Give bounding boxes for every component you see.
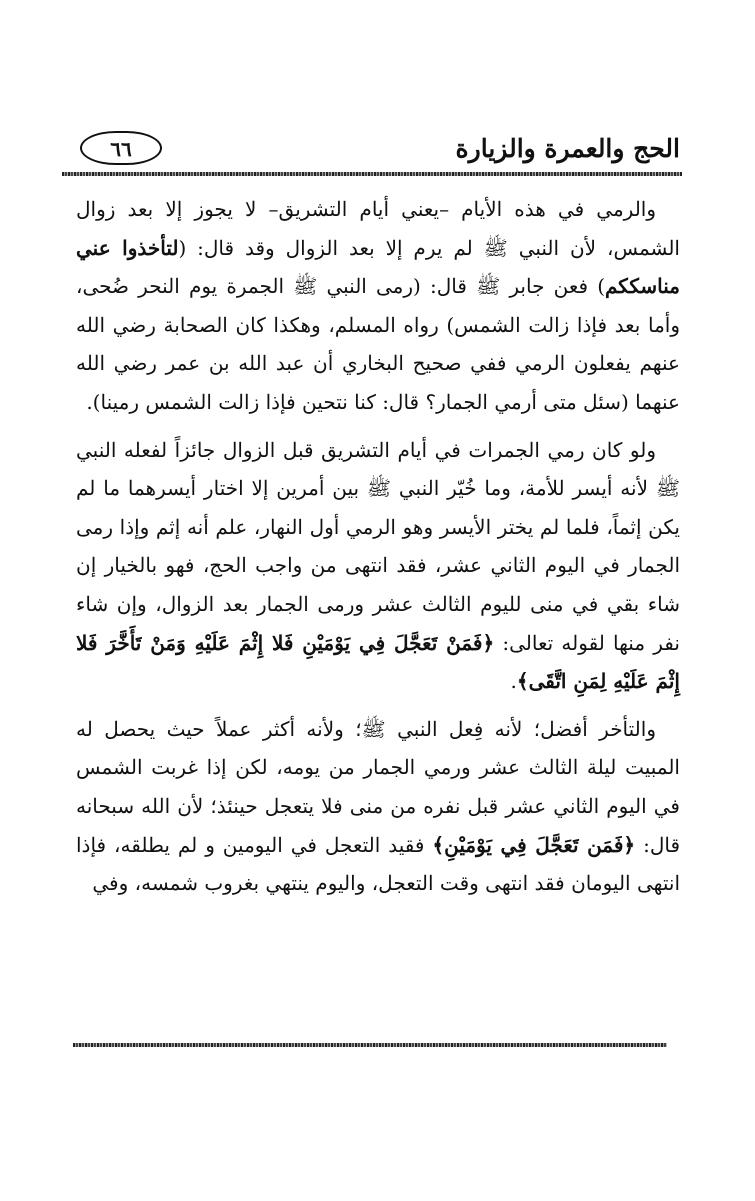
page-number-frame <box>80 131 162 165</box>
paragraph-3-text-b: فقيد التعجل في اليومين و لم يطلقه، فإذا انتهى اليومان فقد انتهى وقت التعجل، واليوم ينتهي بغروب شمسه، وفي <box>76 832 680 896</box>
paragraph-3-text-a: والتأخر أفضل؛ لأنه فِعل النبي ﷺ؛ ولأنه أكثر عملاً حيث يحصل له المبيت ليلة الثالث عشر ورمي الجمار من يومه، لكن إذا غربت الشمس في اليوم الثاني عشر قبل نفره من منى فلا يتعجل حينئذ؛ لأن الله سبحانه قال: <box>76 716 681 857</box>
paragraph-2-text-a: ولو كان رمي الجمرات في أيام التشريق قبل الزوال جائزاً لفعله النبي ﷺ لأنه أيسر للأمة، وما خُيّر النبي ﷺ بين أمرين إلا اختار أيسرهما ما لم يكن إثماً، فلما لم يختر الأيسر وهو الرمي أول النهار، علم أنه إثم وإذا رمى الجمار في اليوم الثاني عشر، فقد انتهى من واجب الحج، فهو بالخيار إن شاء بقي في منى لليوم الثالث عشر ورمى الجمار بعد الزوال، وإن شاء نفر منها لقوله تعالى: <box>76 437 680 655</box>
quran-verse-short: ﴿فَمَن تَعَجَّلَ فِي يَوْمَيْنِ﴾ <box>432 832 636 857</box>
paragraph-1-text-b: ) فعن جابر ﷺ قال: (رمى النبي ﷺ الجمرة يوم النحر ضُحى، وأما بعد فإذا زالت الشمس) رواه المسلم، وهكذا كان الصحابة رضي الله عنهم يفعلون الرمي ففي صحيح البخاري أن عبد الله بن عمر رضي الله عنهما (سئل متى أرمي الجمار؟ قال: كنا نتحين فإذا زالت الشمس رمينا). <box>76 274 680 414</box>
paragraph-3 <box>76 710 680 903</box>
paragraph-2-text-b: . <box>510 669 517 694</box>
footer-divider <box>73 1043 667 1047</box>
header-divider <box>62 172 682 176</box>
page-number: ٦٦ <box>110 137 132 161</box>
quran-verse: ﴿فَمَنْ تَعَجَّلَ فِي يَوْمَيْنِ فَلا إِثْمَ عَلَيْهِ وَمَنْ تَأَخَّرَ فَلا إِثْمَ عَلَيْهِ لِمَنِ اتَّقَى﴾ <box>76 630 680 694</box>
paragraph-2 <box>76 431 680 701</box>
paragraph-1 <box>76 190 680 422</box>
running-title: الحج والعمرة والزيارة <box>455 134 680 163</box>
paragraph-1-text-a: والرمي في هذه الأيام –يعني أيام التشريق– لا يجوز إلا بعد زوال الشمس، لأن النبي ﷺ لم يرم إلا بعد الزوال وقد قال: ( <box>76 197 680 260</box>
body-text <box>76 190 680 903</box>
hadith-quote: لتأخذوا عني مناسككم <box>76 235 680 299</box>
page-header <box>60 128 680 178</box>
